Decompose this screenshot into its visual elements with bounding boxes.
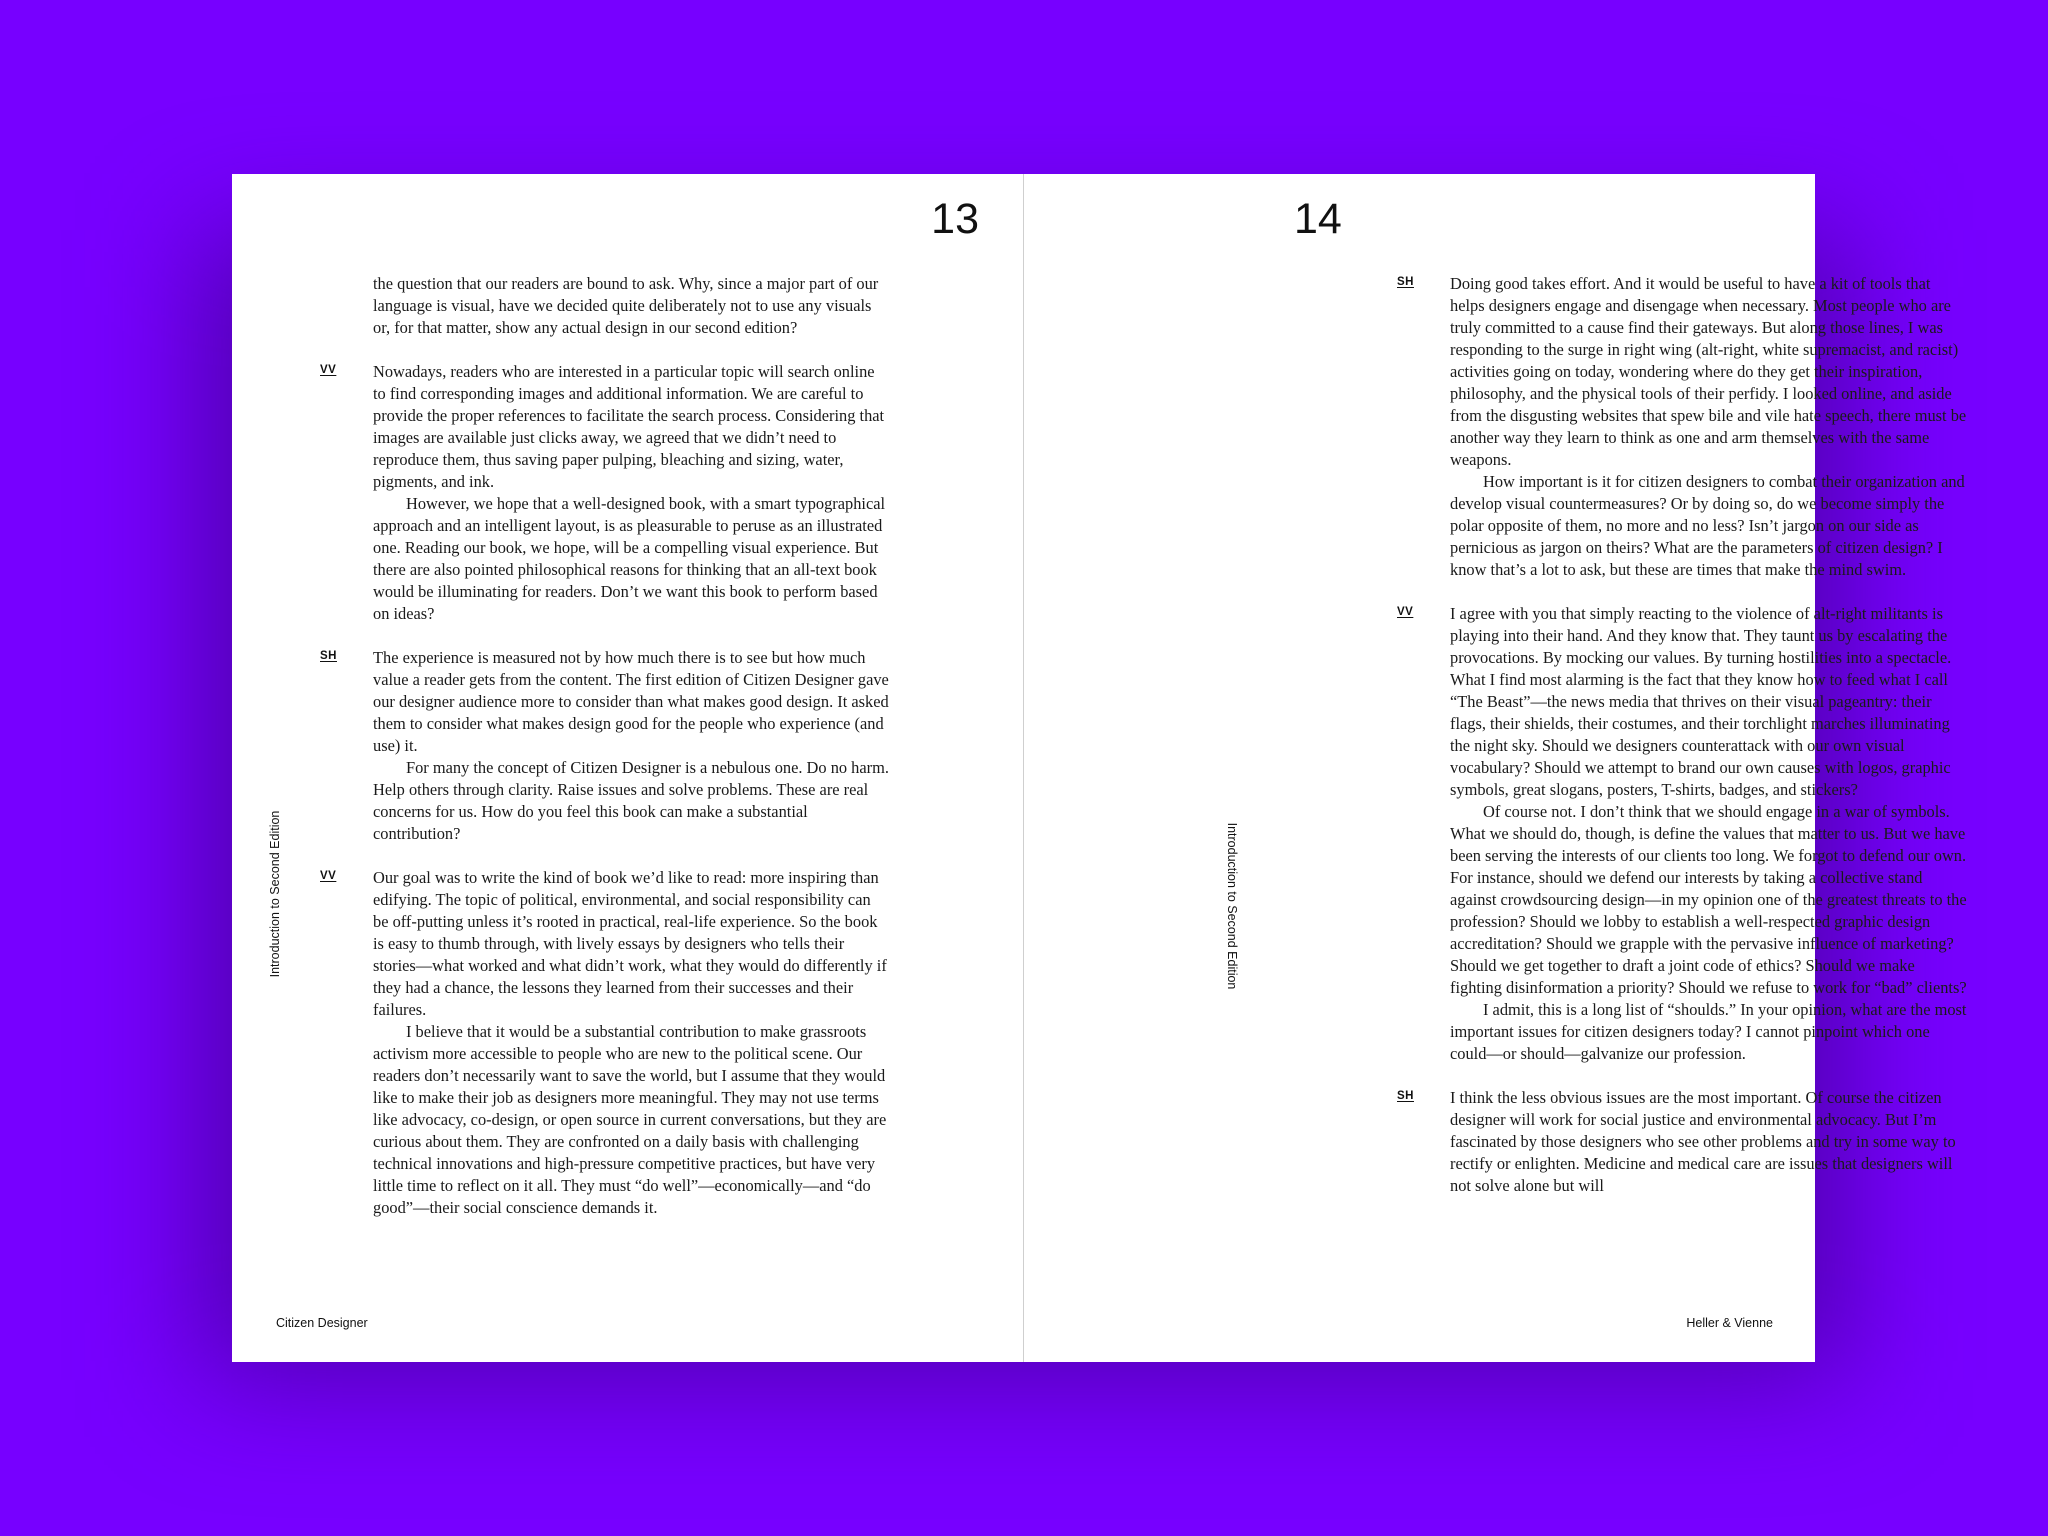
dialogue-block xyxy=(1397,273,1967,581)
left-page xyxy=(232,174,1023,1362)
dialogue-block xyxy=(320,867,890,1219)
book-spread xyxy=(232,174,1967,1362)
right-page xyxy=(1024,174,1967,1362)
left-text-column xyxy=(320,273,890,1241)
speaker-label-vv: VV xyxy=(320,870,337,882)
dialogue-block xyxy=(1397,1087,1967,1197)
paragraph: How important is it for citizen designers to combat their organization and develop visual countermeasures? Or by doing so, do we become simply the polar opposite of them, no more and no less? Isn’t jargon on our side as pernicious as jargon on theirs? What are the parameters of citizen design? I know that’s a lot to ask, but these are times that make the mind swim. xyxy=(1450,472,1965,579)
dialogue-block xyxy=(373,273,890,339)
page-number-right: 14 xyxy=(1294,195,1342,243)
right-text-column xyxy=(1397,273,1967,1219)
paragraph: The experience is measured not by how much there is to see but how much value a reader gets from the content. The first edition of Citizen Designer gave our designer audience more to consider than what makes good design. It asked them to consider what makes design good for the people who experience (and use) it. xyxy=(373,648,889,755)
dialogue-block xyxy=(1397,603,1967,1065)
paragraph: Our goal was to write the kind of book we’d like to read: more inspiring than edifying. The topic of political, environmental, and social responsibility can be off-putting unless it’s rooted in practical, real-life experience. So the book is easy to thumb through, with lively essays by designers who tells their stories—what worked and what didn’t work, what they would do differently if they had a chance, the lessons they learned from their successes and their failures. xyxy=(373,868,887,1019)
paragraph: I admit, this is a long list of “shoulds.” In your opinion, what are the most important issues for citizen designers today? I cannot pinpoint which one could—or should—galvanize our profession. xyxy=(1450,1000,1967,1063)
speaker-label-vv: VV xyxy=(320,364,337,376)
running-footer-authors: Heller & Vienne xyxy=(1686,1316,1773,1330)
running-footer-book-title: Citizen Designer xyxy=(276,1316,368,1330)
dialogue-block xyxy=(320,361,890,625)
paragraph: For many the concept of Citizen Designer is a nebulous one. Do no harm. Help others through clarity. Raise issues and solve problems. These are real concerns for us. How do you feel this book can make a substantial contribution? xyxy=(373,758,889,843)
paragraph: I think the less obvious issues are the most important. Of course the citizen designer will work for social justice and environmental advocacy. But I’m fascinated by those designers who see other problems and try in some way to rectify or enlighten. Medicine and medical care are issues that designers will not solve alone but will xyxy=(1450,1088,1956,1195)
paragraph: However, we hope that a well-designed book, with a smart typographical approach and an intelligent layout, is as pleasurable to peruse as an illustrated one. Reading our book, we hope, will be a compelling visual experience. But there are also pointed philosophical reasons for thinking that an all-text book would be illuminating for readers. Don’t we want this book to perform based on ideas? xyxy=(373,494,886,623)
paragraph: the question that our readers are bound to ask. Why, since a major part of our language is visual, have we decided quite deliberately not to use any visuals or, for that matter, show any actual design in our second edition? xyxy=(373,274,879,337)
dialogue-block xyxy=(320,647,890,845)
page-number-left: 13 xyxy=(931,195,979,243)
paragraph: Doing good takes effort. And it would be useful to have a kit of tools that helps designers engage and disengage when necessary. Most people who are truly committed to a cause find their gateways. But along those lines, I was responding to the surge in right wing (alt-right, white supremacist, and racist) activities going on today, wondering where do they get their inspiration, philosophy, and the physical tools of their perfidy. I looked online, and aside from the disgusting websites that spew bile and vile hate speech, there must be another way they learn to think as one and arm themselves with the same weapons. xyxy=(1450,274,1967,469)
speaker-label-sh: SH xyxy=(1397,1090,1414,1102)
paragraph: Nowadays, readers who are interested in a particular topic will search online to find corresponding images and additional information. We are careful to provide the proper references to facilitate the search process. Considering that images are available just clicks away, we agreed that we didn’t need to reproduce them, thus saving paper pulping, bleaching and sizing, water, pigments, and ink. xyxy=(373,362,885,491)
speaker-label-vv: VV xyxy=(1397,606,1414,618)
section-title-vertical-right: Introduction to Second Edition xyxy=(1225,822,1239,990)
paragraph: Of course not. I don’t think that we should engage in a war of symbols. What we should do, though, is define the values that matter to us. But we have been serving the interests of our clients too long. We forgot to defend our own. For instance, should we defend our interests by taking a collective stand against crowdsourcing design—in my opinion one of the greatest threats to the profession? Should we lobby to establish a well-respected graphic design accreditation? Should we grapple with the pervasive influence of marketing? Should we get together to draft a joint code of ethics? Should we make fighting disinformation a priority? Should we refuse to work for “bad” clients? xyxy=(1450,802,1967,997)
paragraph: I agree with you that simply reacting to the violence of alt-right militants is playing into their hand. And they know that. They taunt us by escalating the provocations. By mocking our values. By turning hostilities into a spectacle. What I find most alarming is the fact that they know how to feed what I call “The Beast”—the news media that thrives on their visual pageantry: their flags, their shields, their costumes, and their torchlight marches illuminating the night sky. Should we designers counterattack with our own visual vocabulary? Should we attempt to brand our own causes with logos, graphic symbols, great slogans, posters, T-shirts, badges, and stickers? xyxy=(1450,604,1952,799)
speaker-label-sh: SH xyxy=(320,650,337,662)
paragraph: I believe that it would be a substantial contribution to make grassroots activism more accessible to people who are new to the political scene. Our readers don’t necessarily want to save the world, but I assume that they would like to make their job as designers more meaningful. They may not use terms like advocacy, co-design, or open source in current conversations, but they are curious about them. They are confronted on a daily basis with challenging technical innovations and high-pressure competitive practices, but have very little time to reflect on it all. They must “do well”—economically—and “do good”—their social conscience demands it. xyxy=(373,1022,887,1217)
speaker-label-sh: SH xyxy=(1397,276,1414,288)
section-title-vertical-left: Introduction to Second Edition xyxy=(268,810,282,978)
